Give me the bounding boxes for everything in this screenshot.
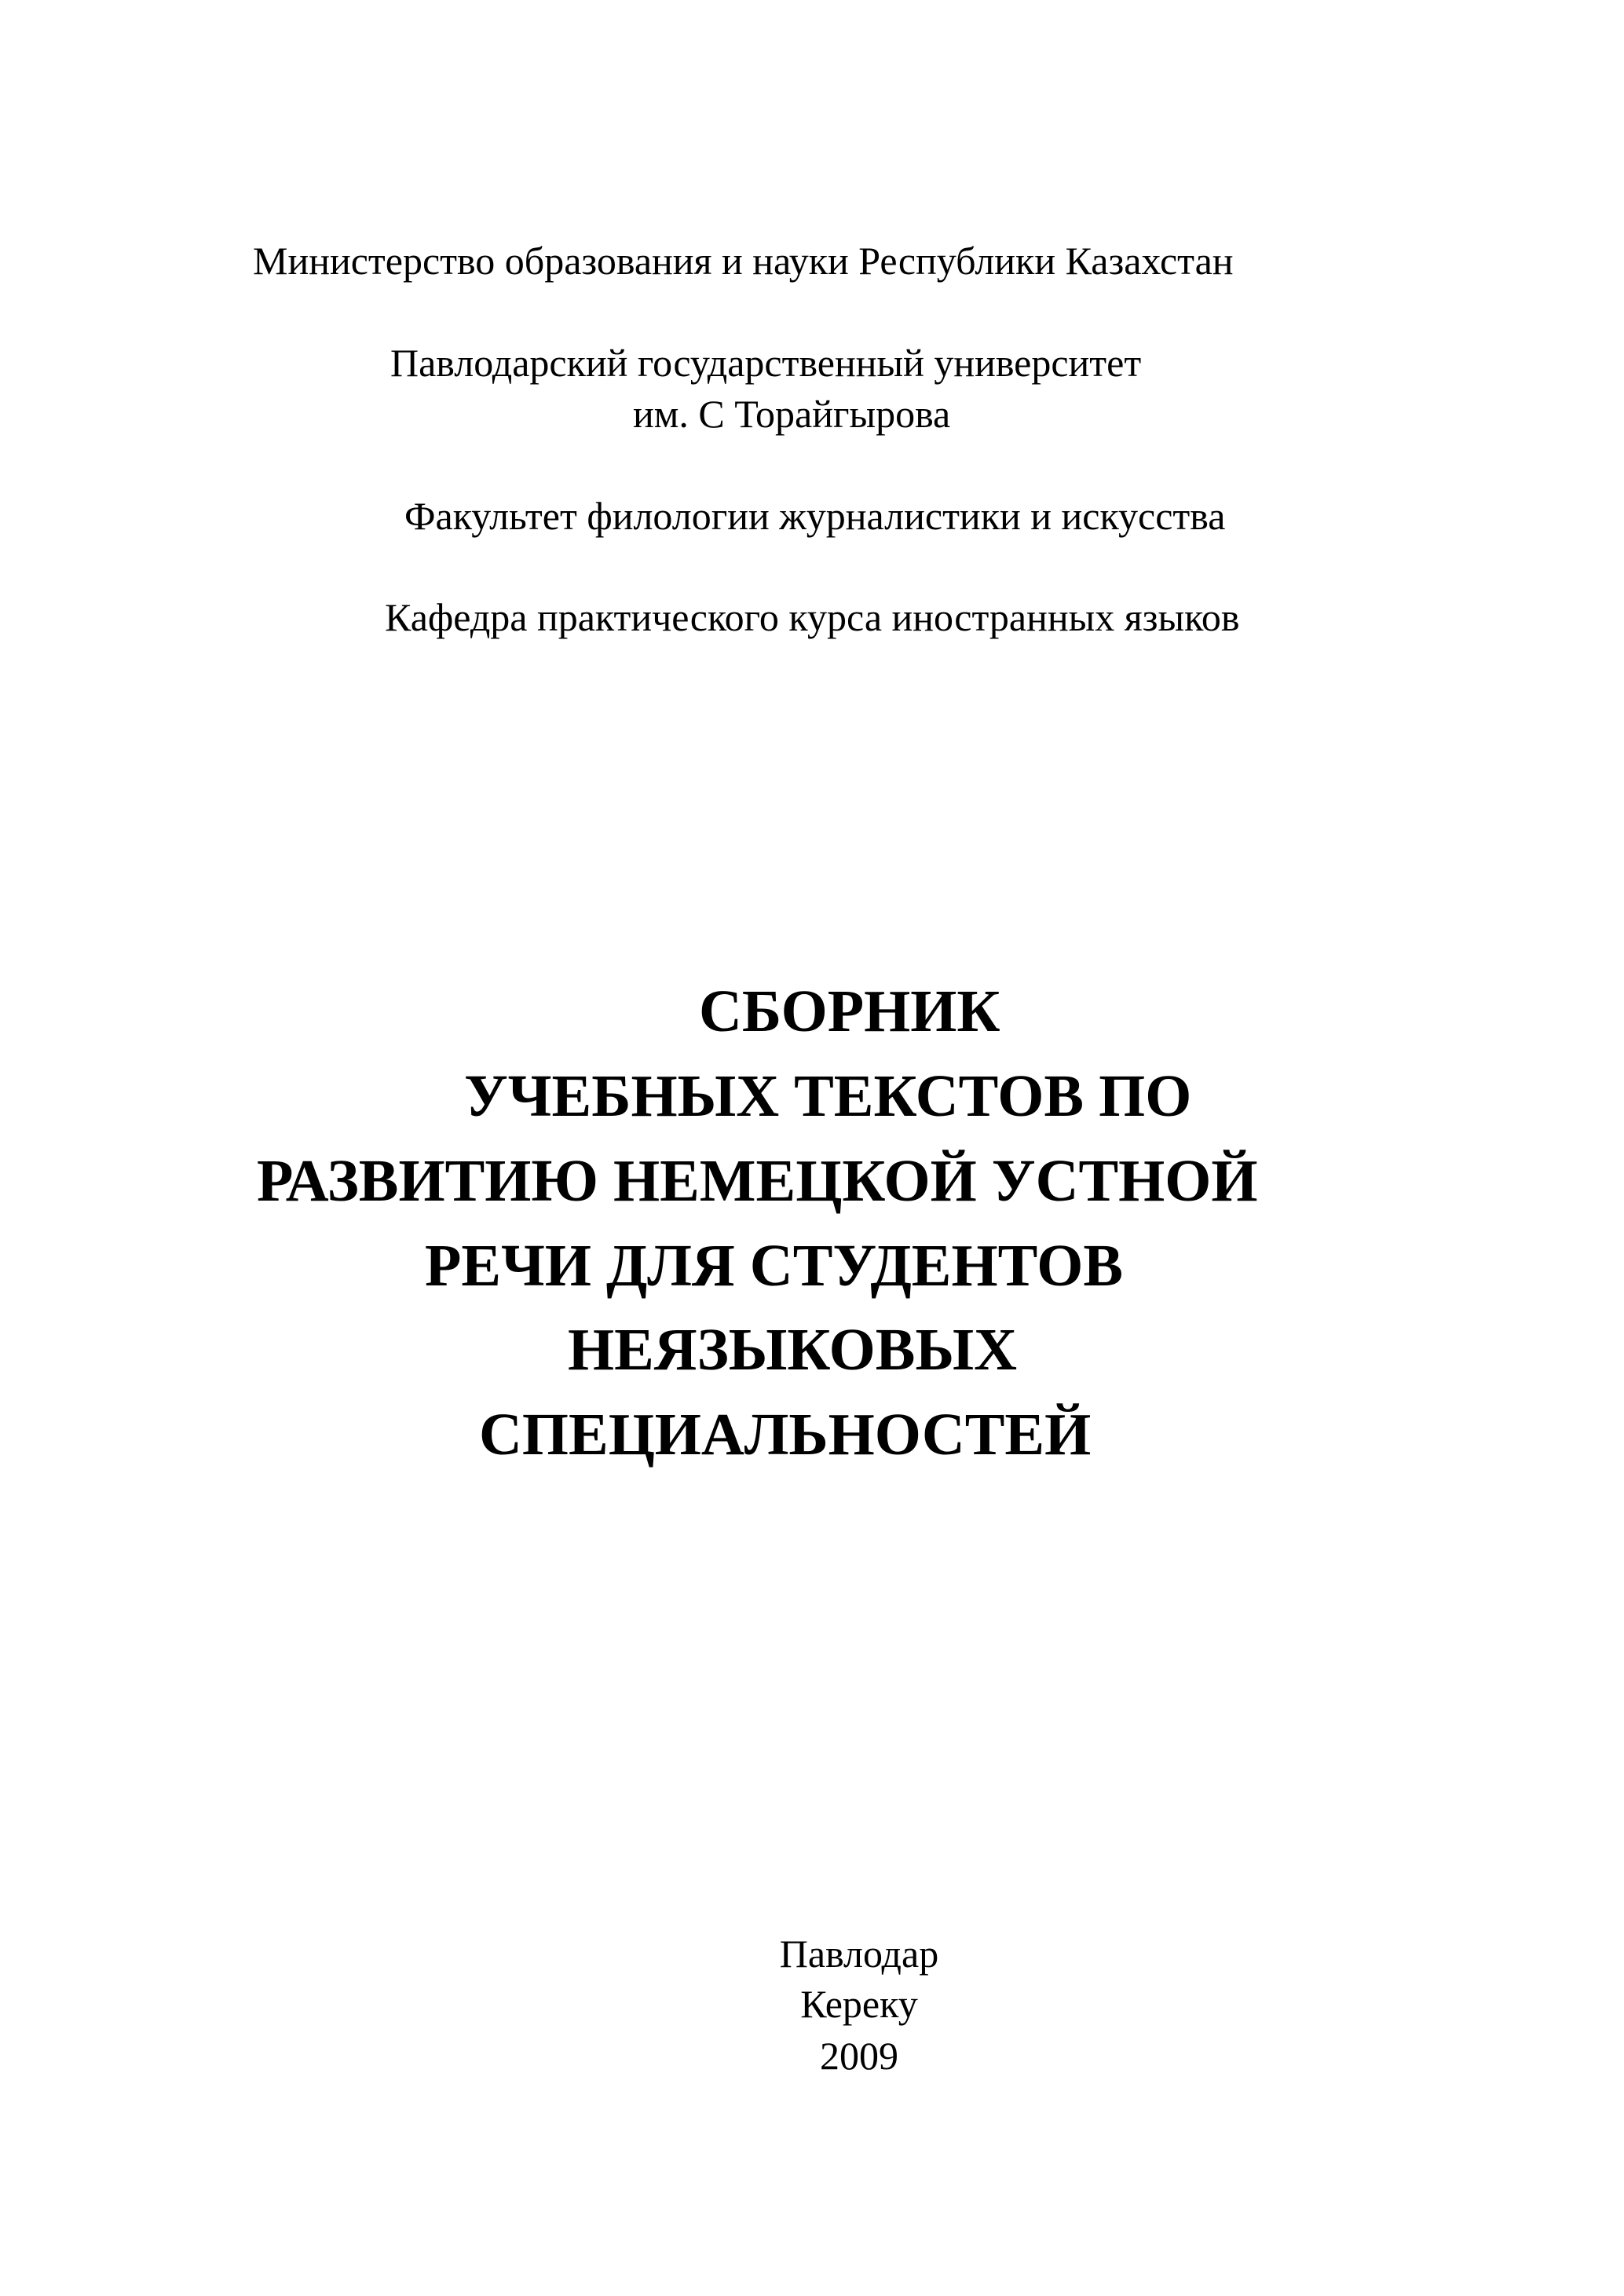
imprint-city: Павлодар <box>779 1932 939 1976</box>
title-line-5: НЕЯЗЫКОВЫХ <box>568 1317 1017 1383</box>
title-line-2: УЧЕБНЫХ ТЕКСТОВ ПО <box>464 1063 1192 1129</box>
imprint-publisher: Кереку <box>800 1982 918 2026</box>
ministry-name: Министерство образования и науки Республики Казахстан <box>253 239 1234 283</box>
title-line-1: СБОРНИК <box>699 978 1000 1044</box>
title-line-6: СПЕЦИАЛЬНОСТЕЙ <box>479 1402 1092 1468</box>
title-line-3: РАЗВИТИЮ НЕМЕЦКОЙ УСТНОЙ <box>257 1148 1258 1214</box>
university-name-line2: им. С Торайгырова <box>633 392 951 436</box>
university-name-line1: Павлодарский государственный университет <box>390 341 1142 385</box>
department-name: Кафедра практического курса иностранных языков <box>385 595 1240 639</box>
faculty-name: Факультет филологии журналистики и искусства <box>404 494 1226 538</box>
title-line-4: РЕЧИ ДЛЯ СТУДЕНТОВ <box>425 1233 1124 1299</box>
imprint-year: 2009 <box>820 2034 898 2078</box>
